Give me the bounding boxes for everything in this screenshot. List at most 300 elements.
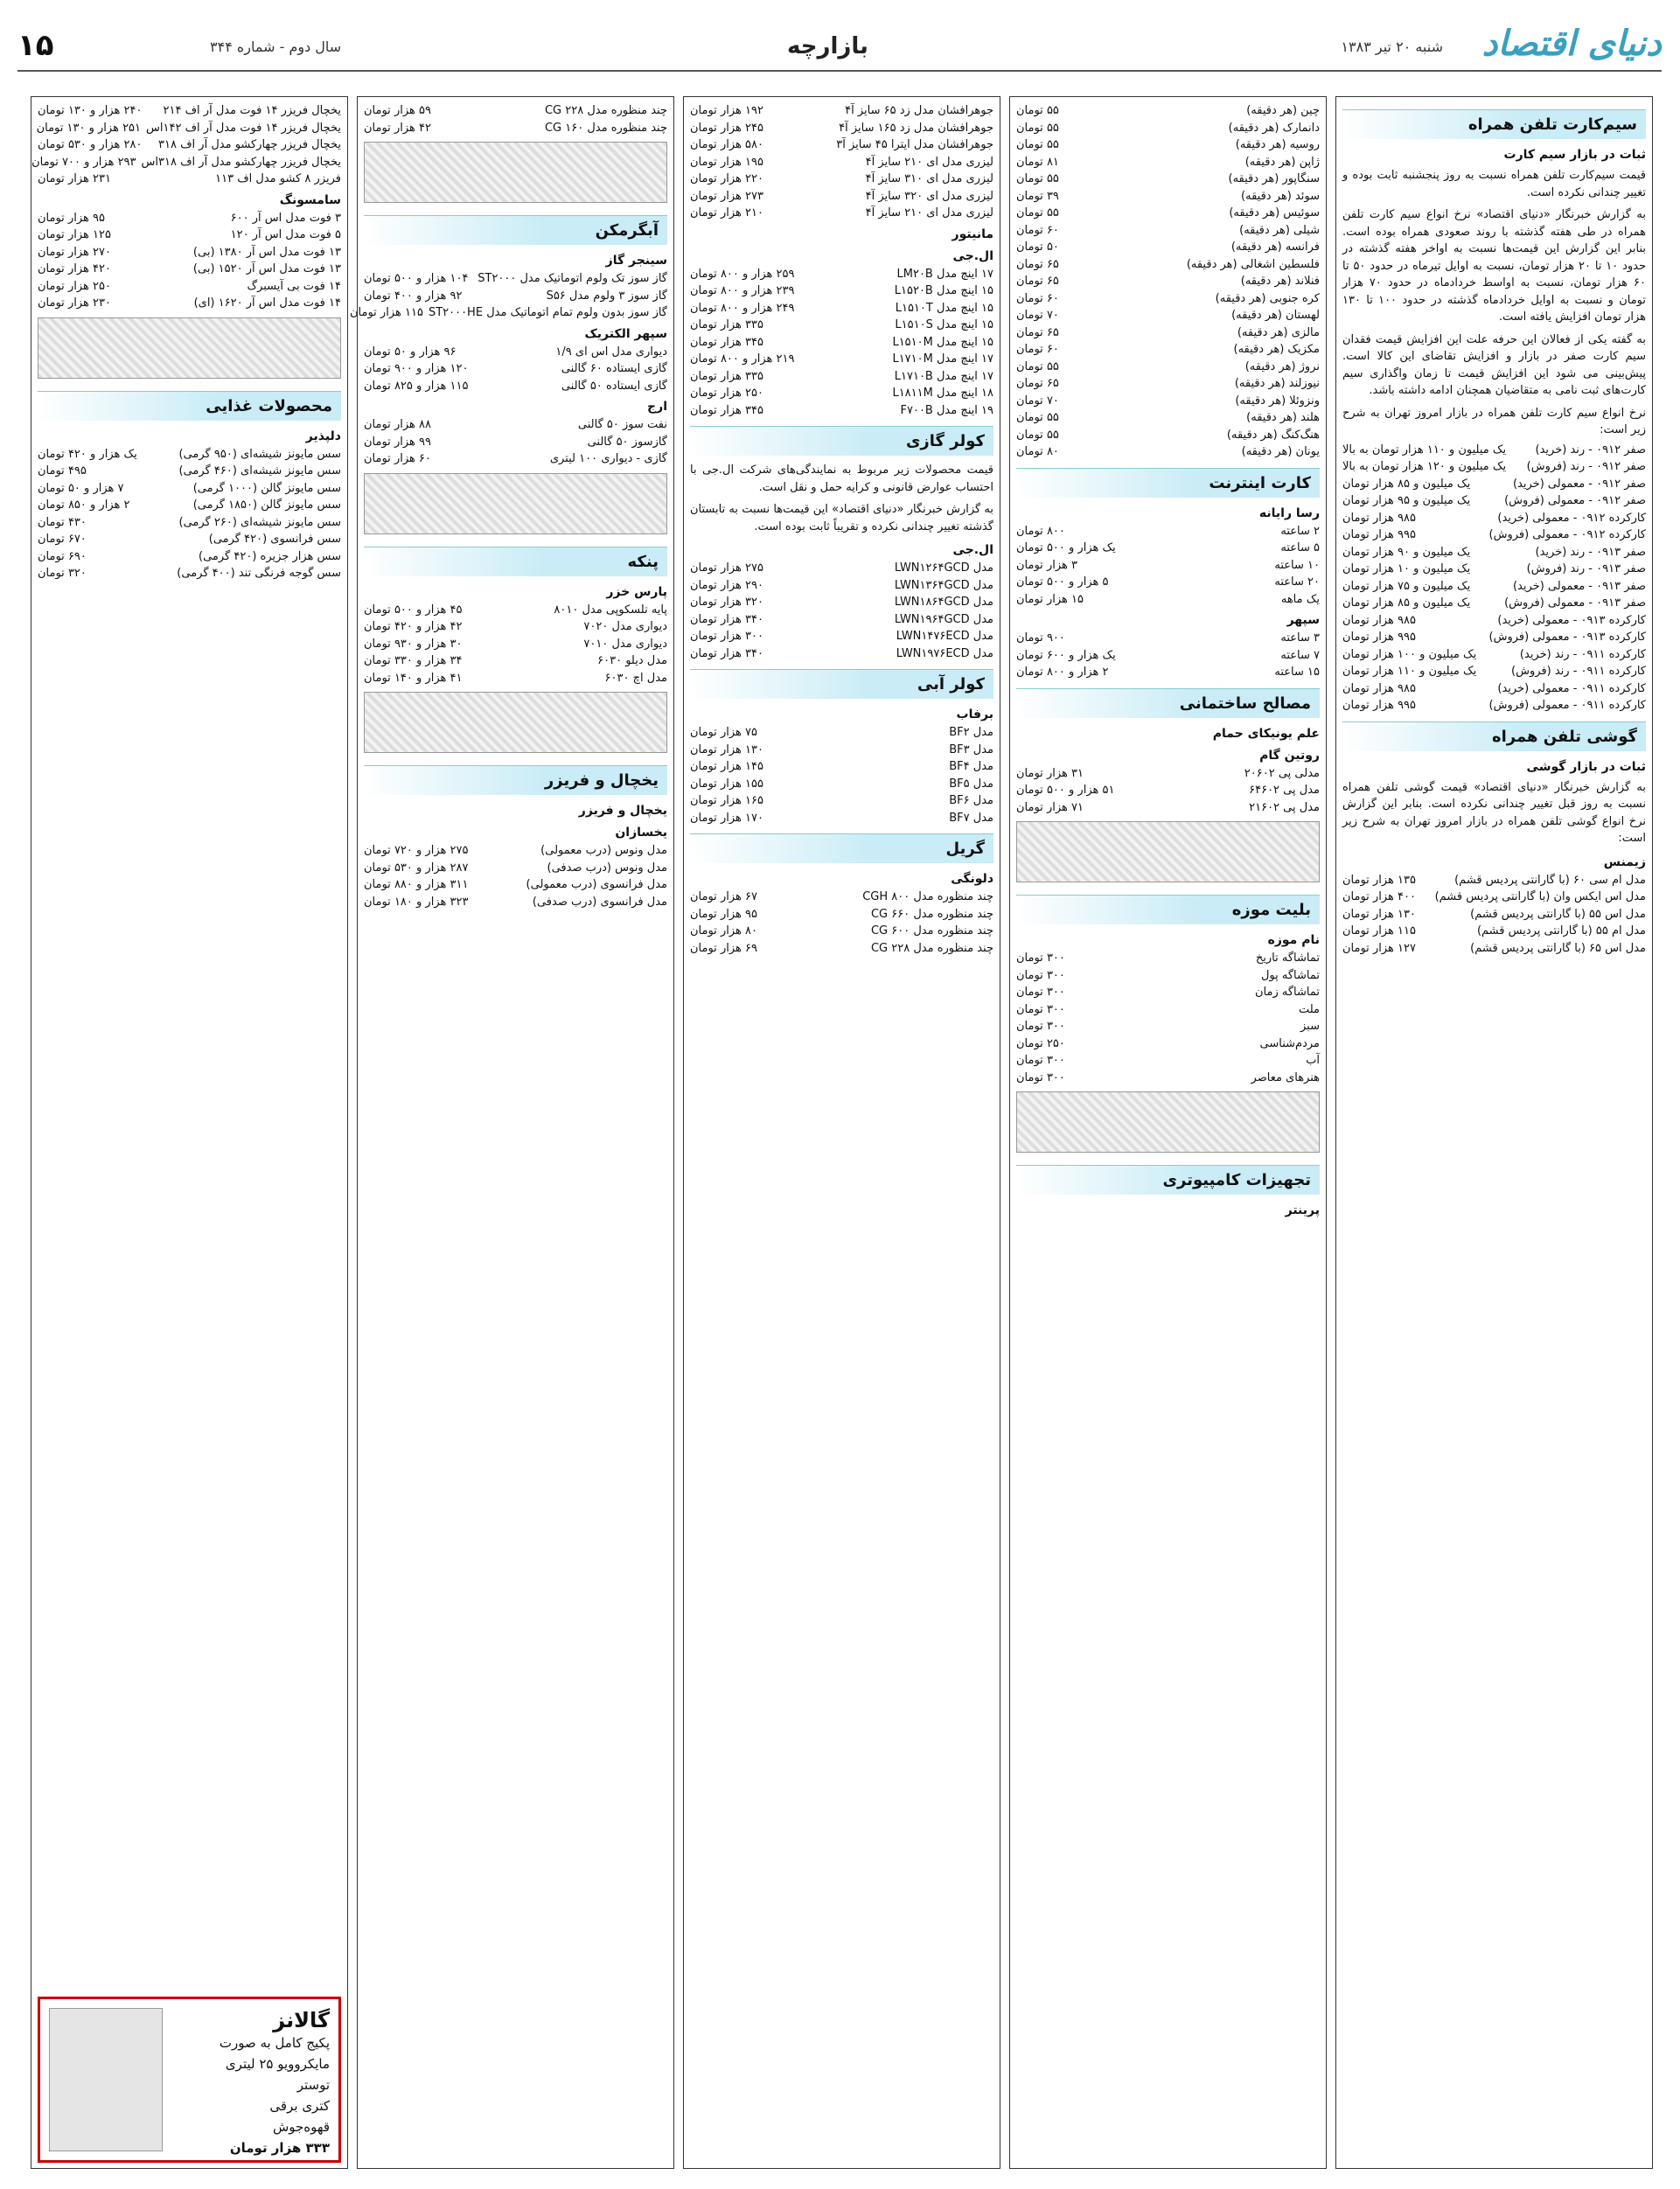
item-price: ۶۰ تومان	[1016, 223, 1059, 237]
item-price: ۲۹۳ هزار و ۷۰۰ تومان	[31, 155, 136, 169]
ad-line: توستر	[296, 2077, 330, 2093]
price-row	[1342, 442, 1646, 459]
price-row	[364, 670, 667, 687]
item-name: ۱۷ اینچ مدل L۱۷۱۰B	[894, 369, 993, 383]
item-name: ژاپن (هر دقیقه)	[1244, 155, 1320, 169]
item-price: ۴۵ هزار و ۵۰۰ تومان	[364, 603, 463, 617]
item-price: ۱۱۵ هزار و ۸۲۵ تومان	[364, 379, 469, 393]
price-row	[364, 378, 667, 395]
item-price: ۱۵۵ هزار تومان	[690, 777, 763, 791]
item-price: ۹۲ هزار و ۴۰۰ تومان	[364, 289, 463, 303]
item-price: ۲۳۹ هزار و ۸۰۰ تومان	[690, 284, 795, 297]
item-name: مدل فرانسوی (درب صدفی)	[532, 895, 667, 909]
price-row	[38, 120, 341, 137]
item-name: چند منظوره مدل CG ۲۲۸	[870, 941, 993, 955]
item-price: ۳۰۰ هزار تومان	[690, 630, 763, 643]
item-name: یخچال فریزر ۱۴ فوت مدل آر اف ۲۱۴	[163, 104, 341, 117]
item-name: مدل LWN۱۸۶۴GCD	[894, 596, 993, 609]
item-price: ۲۱۰ هزار تومان	[690, 206, 763, 220]
section-header-fridge: یخچال و فریزر	[364, 765, 667, 795]
item-price: یک میلیون و ۱۲۰ هزار تومان به بالا	[1342, 460, 1507, 473]
price-row	[364, 434, 667, 451]
item-name: جوهرافشان مدل زد ۶۵ سایز آ۴	[845, 104, 993, 117]
item-name: ۱۵ اینچ مدل L۱۵۱۰S	[895, 318, 993, 331]
price-row	[1016, 427, 1320, 444]
price-row	[38, 244, 341, 261]
item-name: مدل BF۶	[949, 794, 993, 807]
item-price: یک میلیون و ۱۰ هزار تومان	[1342, 562, 1471, 575]
price-row	[38, 531, 341, 548]
item-name: مدل اچ ۶۰۳۰	[604, 671, 667, 685]
item-name: سس هزار جزیره (۴۲۰ گرمی)	[199, 549, 341, 563]
price-row	[1016, 393, 1320, 410]
item-price: یک میلیون و ۱۱۰ هزار تومان	[1342, 665, 1477, 678]
item-price: ۹۸۵ هزار تومان	[1342, 511, 1416, 525]
item-name: فرانسه (هر دقیقه)	[1230, 241, 1320, 254]
price-row	[1016, 205, 1320, 222]
price-row	[1016, 799, 1320, 817]
item-name: مدل BF۷	[949, 811, 993, 825]
item-name: سوئد (هر دقیقه)	[1241, 189, 1320, 203]
price-row	[690, 154, 993, 171]
item-name: سس مایونز شیشه‌ای (۴۶۰ گرمی)	[178, 464, 341, 478]
item-price: ۹۹۵ هزار تومان	[1342, 631, 1416, 644]
price-list	[690, 102, 993, 222]
price-row	[364, 360, 667, 378]
price-list	[690, 889, 993, 957]
item-price: ۵۵ تومان	[1016, 359, 1059, 373]
item-price: ۲ هزار و ۸۰۰ تومان	[1016, 666, 1109, 679]
item-name: لیزری مدل ای ۲۱۰ سایز آ۴	[865, 155, 993, 169]
item-name: ۱۳ فوت مدل اس آر ۱۳۸۰ (بی)	[192, 245, 341, 259]
item-name: مدل اس ایکس وان (با گارانتی پردیس قشم)	[1434, 890, 1646, 903]
item-name: گاز سوز ۳ ولوم مدل S۵۶	[546, 289, 667, 303]
item-name: ۳ ساعته	[1280, 631, 1320, 645]
price-row	[1016, 950, 1320, 967]
item-name: ۱۴ فوت مدل اس آر ۱۶۲۰ (ای)	[193, 296, 341, 310]
item-name: ۱۵ اینچ مدل L۱۵۱۰M	[892, 335, 993, 349]
item-name: یخچال فریزر چهارکشو مدل آر اف ۳۱۸	[158, 138, 341, 151]
price-row	[690, 136, 993, 154]
price-row	[690, 724, 993, 742]
price-row	[364, 602, 667, 619]
price-row	[31, 154, 341, 171]
item-price: ۵۵ تومان	[1016, 104, 1059, 117]
item-name: ۲۰ ساعته	[1274, 575, 1320, 589]
item-name: سس مایونز شیشه‌ای (۲۶۰ گرمی)	[178, 515, 341, 529]
item-name: صفر ۰۹۱۳ - معمولی (خرید)	[1512, 579, 1646, 593]
item-name: جوهرافشان مدل زد ۱۶۵ سایز آ۴	[839, 121, 993, 135]
item-name: سس فرانسوی (۴۲۰ گرمی)	[208, 533, 341, 546]
item-name: گاز سوز تک ولوم اتوماتیک مدل ST۲۰۰۰	[478, 272, 667, 285]
item-price: ۲ هزار و ۸۵۰ تومان	[38, 498, 130, 512]
price-row	[38, 210, 341, 227]
item-name: فریزر ۸ کشو مدل اف ۱۱۳	[215, 172, 341, 185]
subheading: ارج	[647, 400, 667, 414]
item-price: ۹۹۵ هزار تومان	[1342, 699, 1416, 712]
section-header-heater: آبگرمکن	[364, 215, 667, 245]
item-name: ۱۵ اینچ مدل L۱۵۲۰B	[894, 284, 993, 297]
section-header-materials: مصالح ساختمانی	[1016, 688, 1320, 718]
item-price: ۵۸۰ هزار تومان	[690, 138, 763, 151]
item-name: صفر ۰۹۱۲ - رند (فروش)	[1526, 460, 1646, 473]
price-row	[690, 776, 993, 793]
item-name: ۱۸ اینچ مدل L۱۸۱۱M	[892, 387, 993, 400]
item-price: ۴۲ هزار تومان	[364, 121, 431, 135]
item-price: ۲۵۱ هزار و ۱۳۰ تومان	[36, 121, 142, 135]
price-row	[1016, 443, 1320, 461]
item-name: صفر ۰۹۱۲ - معمولی (خرید)	[1512, 477, 1646, 491]
item-name: جوهرافشان مدل ایترا ۴۵ سایز آ۳	[836, 138, 993, 151]
item-name: ۱۹ اینچ مدل F۷۰۰B	[900, 403, 993, 417]
price-row	[364, 894, 667, 911]
item-price: ۷۱ هزار تومان	[1016, 800, 1084, 814]
item-name: هنگ‌کنگ (هر دقیقه)	[1226, 428, 1320, 442]
price-row	[38, 227, 341, 244]
item-name: روسیه (هر دقیقه)	[1235, 138, 1320, 151]
item-price: ۵۵ تومان	[1016, 206, 1059, 220]
price-row	[364, 102, 667, 120]
price-row	[1342, 872, 1646, 889]
item-price: ۵۰ تومان	[1016, 241, 1059, 254]
item-name: مدل LWN۱۹۶۴GCD	[894, 612, 993, 626]
item-price: ۴۱ هزار و ۱۴۰ تومان	[364, 671, 463, 685]
item-price: ۶۹ هزار تومان	[690, 941, 757, 955]
price-list	[690, 266, 993, 420]
price-row	[1342, 663, 1646, 680]
item-name: مدل LWN۱۳۶۴GCD	[894, 578, 993, 592]
ad-title: گالانز	[273, 2008, 330, 2032]
price-row	[1342, 595, 1646, 612]
price-list	[38, 446, 341, 582]
price-row	[38, 565, 341, 582]
item-name: مدل LWN۱۲۶۴GCD	[894, 561, 993, 575]
item-price: ۶۰ تومان	[1016, 343, 1059, 356]
price-row	[690, 628, 993, 645]
price-row	[1342, 646, 1646, 664]
item-name: مدل ام سی ۶۰ (با گارانتی پردیس قشم)	[1454, 873, 1646, 887]
item-price: ۲۷۳ هزار تومان	[690, 189, 763, 203]
item-name: ۱۴ فوت بی آیسبرگ	[247, 279, 341, 293]
item-price: ۴۲۰ هزار تومان	[38, 262, 111, 275]
issue-date: شنبه ۲۰ تیر ۱۳۸۳	[1341, 38, 1443, 55]
item-name: لهستان (هر دقیقه)	[1231, 309, 1320, 322]
price-row	[1016, 102, 1320, 120]
price-row	[1016, 523, 1320, 540]
item-price: ۵ هزار و ۵۰۰ تومان	[1016, 575, 1109, 589]
ad-line: کتری برقی	[269, 2098, 330, 2114]
item-name: کارکرده ۰۹۱۲ - معمولی (خرید)	[1497, 511, 1646, 525]
subheading: سپهر الکتریک	[584, 326, 667, 341]
price-row	[1342, 680, 1646, 698]
subheading: ال.جی	[952, 248, 993, 263]
item-price: ۳۳۵ هزار تومان	[690, 318, 763, 331]
item-price: ۳۲۰ هزار تومان	[690, 596, 763, 609]
laptop-photo	[1016, 1091, 1320, 1153]
price-row	[364, 860, 667, 877]
item-name: چند منظوره مدل CG ۲۲۸	[544, 104, 667, 117]
ad-line: پکیج کامل به صورت	[219, 2035, 330, 2051]
item-name: یونان (هر دقیقه)	[1241, 445, 1320, 458]
item-name: هنرهای معاصر	[1251, 1070, 1320, 1084]
price-row	[1016, 154, 1320, 171]
item-price: ۱۲۷ هزار تومان	[1342, 941, 1416, 955]
museum-photo	[1016, 821, 1320, 882]
price-row	[364, 450, 667, 468]
price-row	[364, 636, 667, 653]
item-price: ۶۹۰ تومان	[38, 549, 87, 563]
item-price: ۳۰۰ تومان	[1016, 1020, 1065, 1033]
item-name: سبز	[1300, 1020, 1320, 1033]
item-name: چند منظوره مدل CG ۱۶۰	[544, 121, 667, 135]
item-name: فلسطین اشغالی (هر دقیقه)	[1186, 257, 1320, 271]
price-row	[690, 282, 993, 300]
subheading: علم یونیکای حمام	[1212, 726, 1320, 741]
price-row	[690, 906, 993, 924]
price-row	[38, 548, 341, 566]
item-price: ۶۷ هزار تومان	[690, 890, 757, 903]
item-name: مدل پی ۶۴۶۰۲	[1249, 784, 1320, 797]
item-name: لیزری مدل ای ۲۱۰ سایز آ۴	[865, 206, 993, 220]
price-row	[1342, 923, 1646, 940]
item-price: ۳۴ هزار و ۳۳۰ تومان	[364, 654, 463, 667]
item-price: ۲۳۰ هزار تومان	[38, 296, 111, 310]
price-row	[1016, 222, 1320, 240]
item-price: یک میلیون و ۹۵ هزار تومان	[1342, 494, 1471, 507]
section-header-food: محصولات غذایی	[38, 391, 341, 421]
item-price: ۳۴۰ هزار تومان	[690, 646, 763, 660]
ad-price: ۳۳۳ هزار تومان	[229, 2140, 330, 2156]
price-row	[1342, 476, 1646, 493]
item-name: پایه تلسکوپی مدل ۸۰۱۰	[554, 603, 667, 617]
item-name: مدل اس ۶۵ (با گارانتی پردیس قشم)	[1470, 941, 1646, 955]
advertisement[interactable]	[38, 1997, 341, 2163]
price-row	[38, 261, 341, 278]
price-row	[690, 645, 993, 663]
item-name: کارکرده ۰۹۱۲ - معمولی (فروش)	[1488, 528, 1646, 541]
item-price: ۴۹۵ تومان	[38, 464, 87, 478]
price-row	[1342, 561, 1646, 578]
price-row	[38, 514, 341, 532]
price-row	[1016, 324, 1320, 342]
item-name: سس گوجه فرنگی تند (۴۰۰ گرمی)	[177, 567, 341, 580]
item-price: ۶۵ تومان	[1016, 377, 1059, 390]
item-price: ۳۱۱ هزار و ۸۸۰ تومان	[364, 878, 469, 891]
column-heaters-fans	[349, 96, 674, 2169]
item-price: ۱۷۰ هزار تومان	[690, 811, 763, 825]
item-price: ۲۵۰ هزار تومان	[690, 387, 763, 400]
price-row	[690, 300, 993, 317]
item-price: ۶۵ تومان	[1016, 325, 1059, 339]
item-name: کارکرده ۰۹۱۱ - معمولی (فروش)	[1488, 699, 1646, 712]
item-price: ۳۰۰ تومان	[1016, 986, 1065, 999]
item-price: ۳۰۰ تومان	[1016, 952, 1065, 965]
price-row	[690, 923, 993, 940]
item-name: گازی - دیواری ۱۰۰ لیتری	[549, 452, 667, 465]
item-price: ۴۳۰ تومان	[38, 515, 87, 529]
item-price: ۳۹ تومان	[1016, 189, 1059, 203]
item-price: ۲۴۹ هزار و ۸۰۰ تومان	[690, 301, 795, 315]
item-name: مدل LWN۱۴۷۶ECD	[896, 630, 993, 643]
item-name: ملت	[1298, 1002, 1320, 1016]
item-name: کارکرده ۰۹۱۳ - معمولی (فروش)	[1488, 631, 1646, 644]
price-row	[1016, 136, 1320, 154]
subheading: پرینتر	[1285, 1203, 1320, 1217]
subheading: برفاب	[956, 708, 993, 722]
price-row	[1016, 1052, 1320, 1070]
price-row	[1016, 984, 1320, 1001]
item-name: هلند (هر دقیقه)	[1246, 411, 1320, 424]
item-price: ۹۸۵ هزار تومان	[1342, 613, 1416, 627]
item-price: ۷۵ هزار تومان	[690, 726, 757, 739]
item-name: کره جنوبی (هر دقیقه)	[1215, 291, 1320, 305]
price-row	[1342, 906, 1646, 924]
item-price: ۲۷۵ هزار و ۷۲۰ تومان	[364, 844, 469, 857]
column-sim-phones	[1335, 96, 1653, 2169]
item-price: ۸۰ تومان	[1016, 445, 1059, 458]
price-row	[38, 102, 341, 120]
price-row	[690, 205, 993, 222]
price-list	[364, 102, 667, 136]
price-row	[1016, 273, 1320, 290]
item-price: ۸۰ هزار تومان	[690, 924, 757, 938]
item-price: ۹۹ هزار تومان	[364, 435, 431, 449]
price-row	[349, 304, 667, 322]
price-row	[690, 351, 993, 368]
item-name: نفت سوز ۵۰ گالنی	[577, 418, 667, 431]
item-name: ونزوئلا (هر دقیقه)	[1235, 394, 1320, 408]
price-row	[1016, 765, 1320, 783]
item-price: ۵۵ تومان	[1016, 138, 1059, 151]
item-price: ۳۰۰ تومان	[1016, 1002, 1065, 1016]
price-list	[364, 344, 667, 395]
item-price: ۲۵۰ تومان	[1016, 1036, 1065, 1050]
price-row	[690, 334, 993, 352]
item-price: ۹۰۰ تومان	[1016, 631, 1065, 645]
item-price: ۵۵ تومان	[1016, 411, 1059, 424]
item-price: ۵۵ تومان	[1016, 172, 1059, 185]
item-price: ۳۱ هزار تومان	[1016, 766, 1084, 780]
item-name: صفر ۰۹۱۳ - رند (خرید)	[1535, 545, 1646, 559]
item-name: ۱۷ اینچ مدل LM۲۰B	[896, 267, 993, 281]
price-list	[1016, 765, 1320, 817]
price-row	[38, 480, 341, 498]
item-price: ۱۴۵ هزار تومان	[690, 760, 763, 773]
item-price: یک میلیون و ۱۱۰ هزار تومان به بالا	[1342, 443, 1507, 457]
item-name: مدل اس ۵۵ (با گارانتی پردیس قشم)	[1470, 907, 1646, 921]
item-name: دیواری مدل اس ای ۱/۹	[555, 345, 667, 359]
item-name: ۷ ساعته	[1280, 648, 1320, 662]
item-price: یک میلیون و ۸۵ هزار تومان	[1342, 477, 1471, 491]
price-row	[1016, 188, 1320, 206]
ad-line: قهوه‌جوش	[272, 2119, 330, 2135]
item-price: ۱۱۵ هزار تومان	[1342, 924, 1416, 938]
item-price: ۶۵ تومان	[1016, 275, 1059, 288]
price-row	[690, 120, 993, 137]
price-row	[690, 402, 993, 420]
paragraph: به گزارش خبرنگار «دنیای اقتصاد» نرخ انواع سیم کارت تلفن همراه در طی هفته گذشته با روند صعودی همراه بوده است. بنابر این گزارش این قیمت‌ها نسبت به اواخر هفته گذشته در حدود ۱۰ تا ۲۰ هزار تومان، نسبت به اوایل تیرماه در حدود ۵۰ تا ۶۰ هزار تومان، نسبت به اواسط خردادماه در حدود ۷۰ هزار تومان و نسبت به اوایل خردادماه گذشته در حدود ۱۰۰ تا ۱۳۰ هزار تومان افزایش یافته است.	[1342, 208, 1647, 324]
price-row	[1016, 630, 1320, 647]
section-header-phones: گوشی تلفن همراه	[1342, 722, 1646, 751]
item-price: ۸۰۰ تومان	[1016, 524, 1065, 538]
price-row	[1016, 1070, 1320, 1087]
price-row	[1342, 578, 1646, 596]
item-price: ۳ هزار تومان	[1016, 558, 1077, 572]
item-price: ۲۵۰ هزار تومان	[38, 279, 111, 293]
price-row	[690, 368, 993, 386]
item-name: یخچال فریزر چهارکشو مدل آر اف ۳۱۸اس	[141, 155, 341, 169]
subheading: یخچال و فریزر	[578, 804, 667, 818]
price-row	[1016, 256, 1320, 274]
item-name: چین (هر دقیقه)	[1246, 104, 1320, 117]
item-price: ۱۶۵ هزار تومان	[690, 794, 763, 807]
item-name: صفر ۰۹۱۲ - رند (خرید)	[1535, 443, 1646, 457]
section-header-grill: گریل	[690, 833, 993, 863]
price-row	[364, 344, 667, 361]
price-row	[1016, 171, 1320, 188]
item-price: ۱۳۰ هزار تومان	[690, 742, 763, 756]
price-row	[690, 560, 993, 577]
fridge-photo	[364, 692, 667, 753]
item-price: ۱۵ هزار تومان	[1016, 592, 1084, 606]
item-price: ۳۰۰ تومان	[1016, 1054, 1065, 1067]
item-name: مدل دیلو ۶۰۳۰	[597, 654, 667, 667]
food-photo	[38, 317, 341, 379]
item-name: مدل ونوس (درب صدفی)	[547, 861, 667, 875]
page-number: ۱۵	[17, 28, 54, 63]
paragraph: به گفته یکی از فعالان این حرفه علت این افزایش قیمت فقدان سیم کارت صفر در بازار و افزایش تقاضای این کالا است. پیش‌بینی می شود این افزایش قیمت تا زمان واگذاری سیم کارت‌های ثبت نامی به متقاضیان همچنان ادامه داشته باشد.	[1342, 332, 1646, 397]
price-row	[1016, 1035, 1320, 1053]
item-name: نروژ (هر دقیقه)	[1244, 359, 1320, 373]
subheading: سینجر گاز	[605, 254, 667, 268]
section-header-fan: پنکه	[364, 547, 667, 576]
column-fridges-food	[31, 96, 348, 2169]
item-price: ۱۹۵ هزار تومان	[690, 155, 763, 169]
item-price: ۳۰۰ تومان	[1016, 1070, 1065, 1084]
newspaper-logo: دنیای اقتصاد	[1481, 23, 1662, 64]
price-row	[690, 940, 993, 958]
item-price: ۶۰ تومان	[1016, 291, 1059, 305]
item-price: ۲۴۵ هزار تومان	[690, 121, 763, 135]
price-list	[364, 842, 667, 910]
item-price: ۲۴۰ هزار و ۱۳۰ تومان	[38, 104, 143, 117]
item-name: سوئیس (هر دقیقه)	[1229, 206, 1320, 220]
masthead	[17, 23, 1662, 72]
item-price: ۷۰ تومان	[1016, 394, 1059, 408]
item-name: ۱۳ فوت مدل اس آر ۱۵۲۰ (بی)	[192, 262, 341, 275]
price-list	[1016, 523, 1320, 609]
item-price: یک میلیون و ۱۰۰ هزار تومان	[1342, 647, 1477, 661]
item-name: ۵ فوت مدل اس آر ۱۲۰	[230, 228, 341, 241]
item-price: ۷ هزار و ۵۰ تومان	[38, 481, 124, 495]
price-row	[364, 120, 667, 137]
price-row	[1016, 290, 1320, 308]
item-price: ۱۱۵ هزار تومان	[349, 306, 423, 319]
item-price: ۲۷۰ هزار تومان	[38, 245, 111, 259]
column-monitors-coolers	[683, 96, 1000, 2169]
item-price: ۹۶ هزار و ۵۰ تومان	[364, 345, 457, 359]
price-row	[38, 446, 341, 464]
price-list	[31, 102, 341, 188]
item-name: مدلی پی ۲۰۶۰۲	[1244, 766, 1320, 780]
price-row	[690, 188, 993, 206]
price-row	[364, 288, 667, 305]
item-name: صفر ۰۹۱۲ - معمولی (فروش)	[1504, 494, 1646, 507]
item-name: مدل BF۲	[949, 726, 993, 739]
price-row	[1016, 574, 1320, 591]
item-name: مکزیک (هر دقیقه)	[1233, 343, 1320, 356]
heater-photo	[364, 142, 667, 203]
